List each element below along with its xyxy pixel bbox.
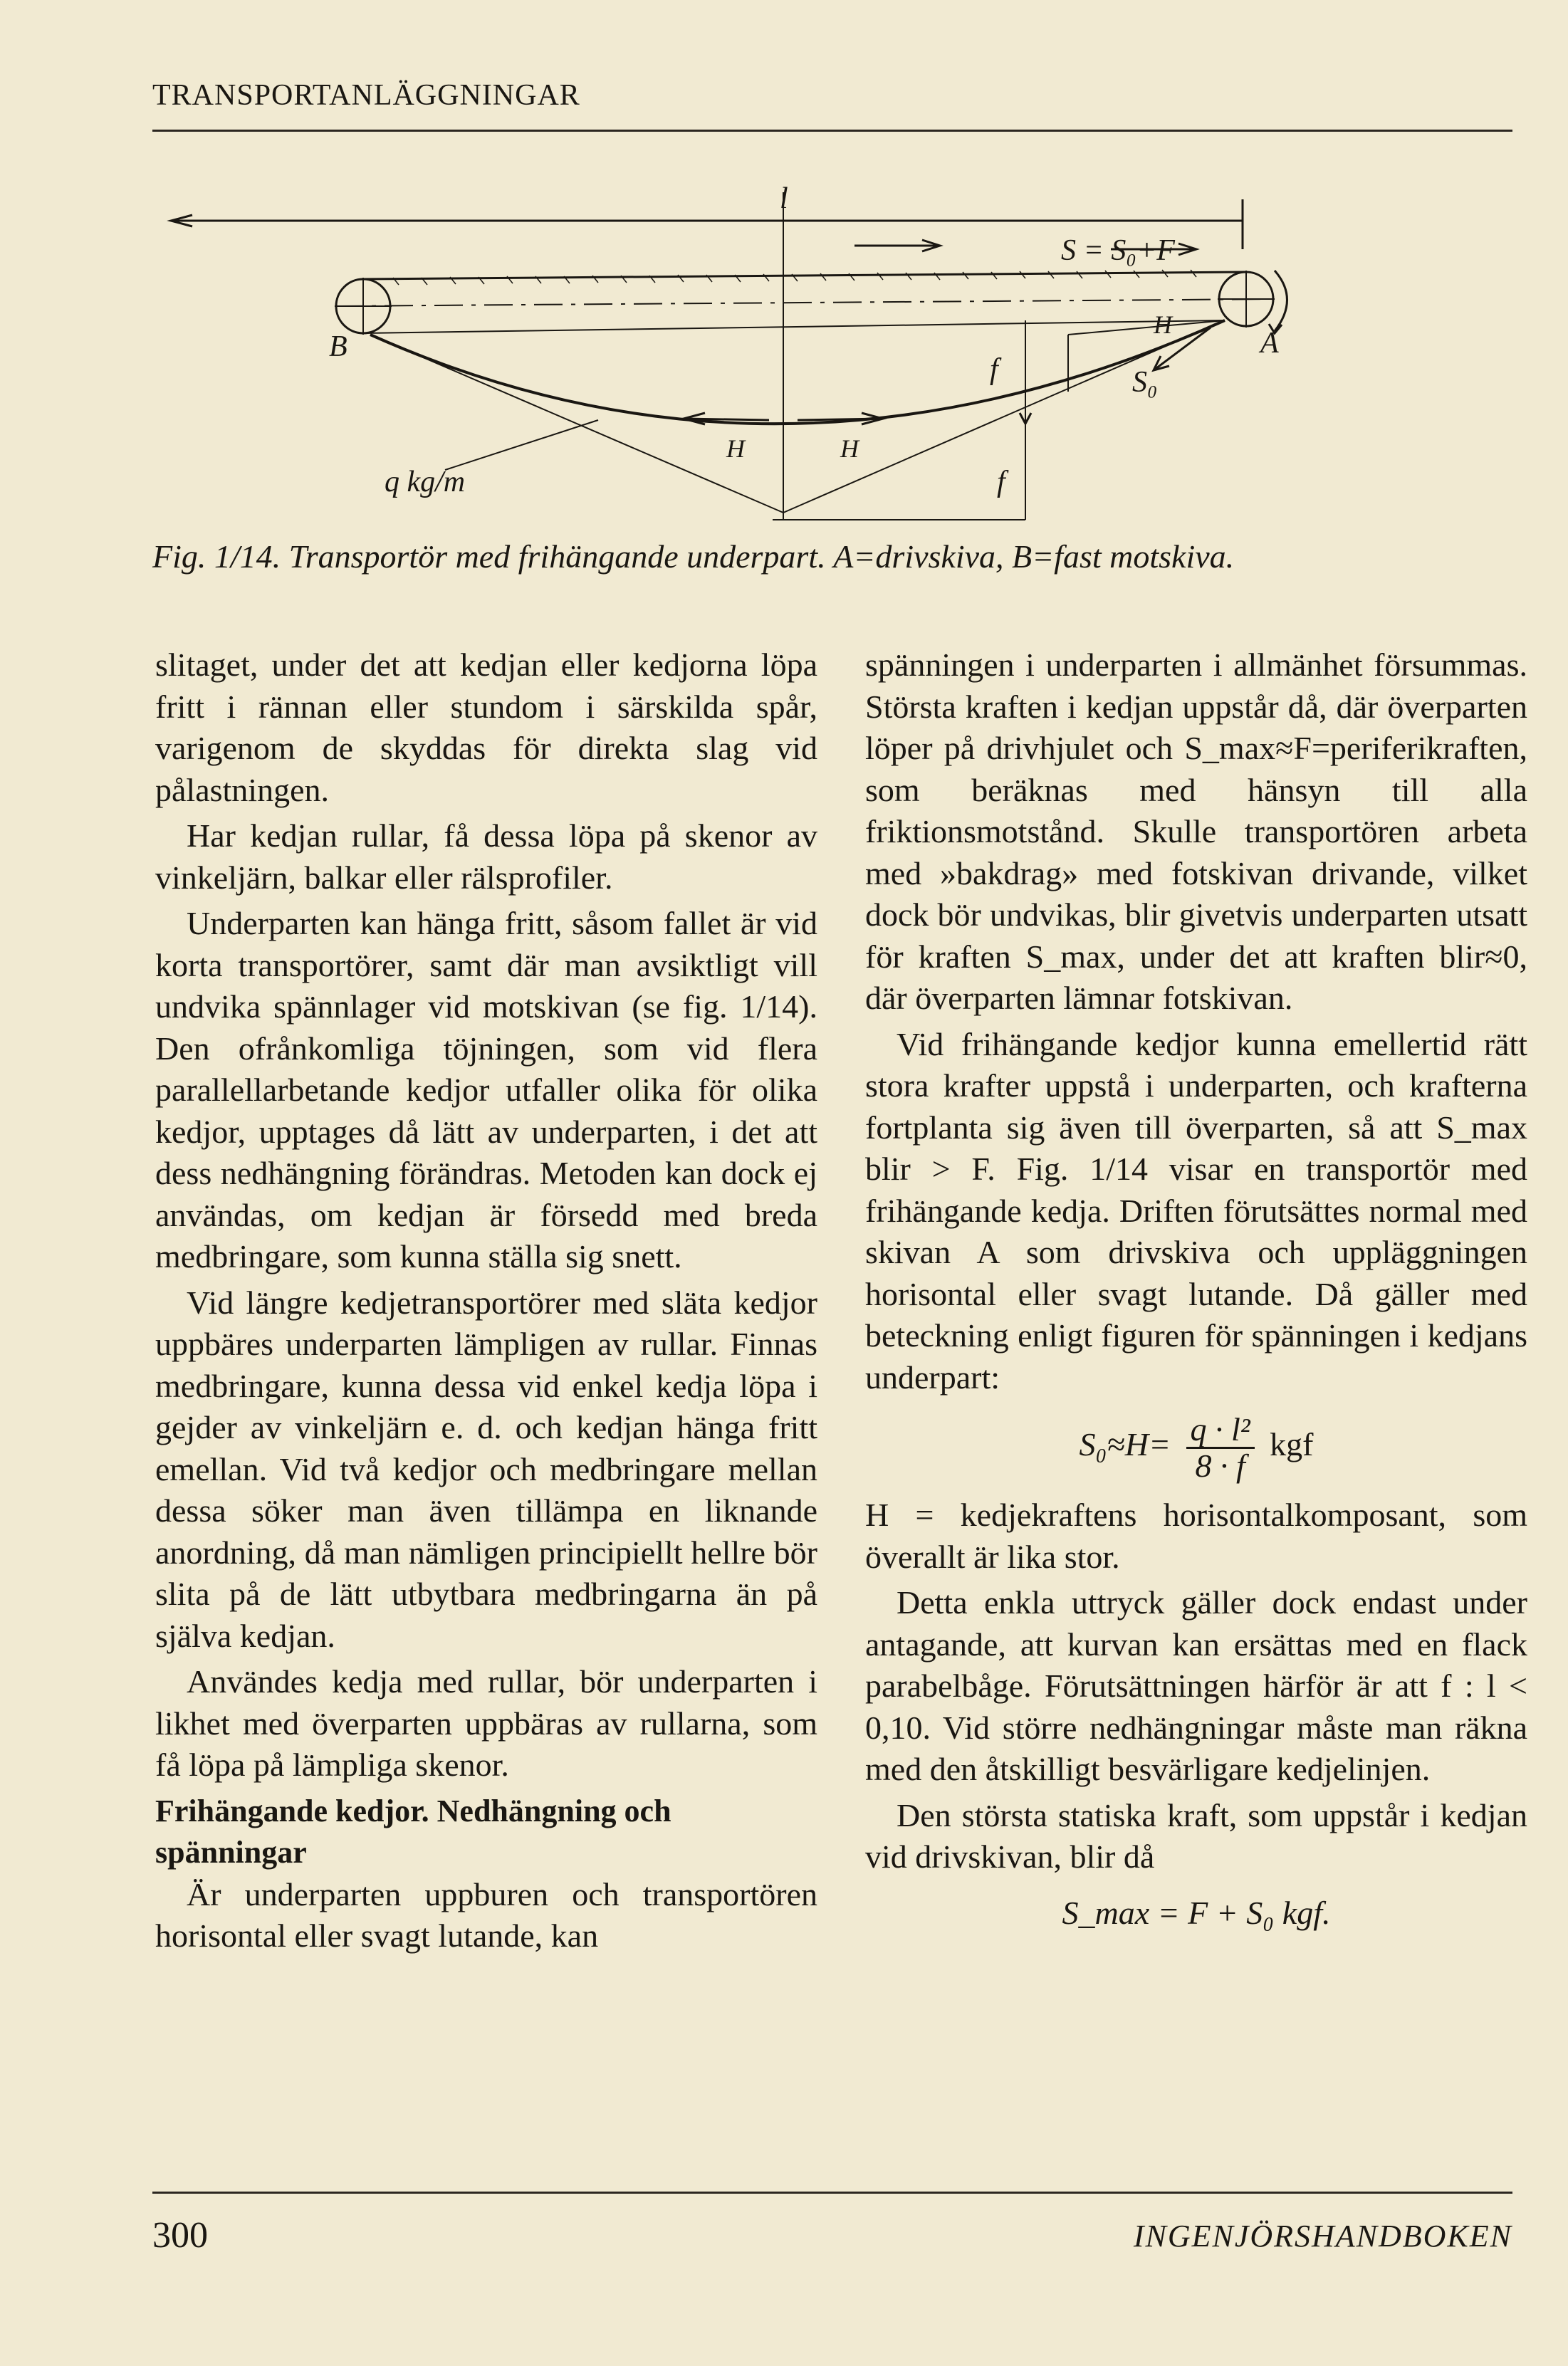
header-rule: [152, 130, 1512, 132]
label-s0: S₀: [1132, 366, 1158, 399]
label-q: q kg/m: [385, 466, 466, 498]
formula-unit: kgf: [1270, 1426, 1314, 1463]
formula-lhs: S₀≈H=: [1079, 1426, 1171, 1463]
drive-arrow: [1275, 271, 1287, 331]
formula-numerator: q · l²: [1186, 1413, 1255, 1449]
label-l: l: [780, 182, 788, 215]
conveyor-diagram: [142, 178, 1510, 548]
running-title: TRANSPORTANLÄGGNINGAR: [152, 79, 580, 112]
footer-rule: [152, 2192, 1512, 2194]
formula-fraction: [1186, 1413, 1255, 1483]
paragraph: Den största statiska kraft, som uppstår i kedjan vid drivskivan, blir då: [865, 1796, 1527, 1875]
lower-strand: [370, 320, 1225, 424]
right-column: [865, 644, 1527, 1945]
formula-denominator: 8 · f: [1195, 1448, 1245, 1484]
paragraph: Har kedjan rullar, få dessa löpa på skenor av vinkeljärn, balkar eller rälsprofiler.: [155, 817, 817, 896]
label-h-top: H: [1154, 310, 1172, 339]
paragraph: H = kedjekraftens horisontalkomposant, som överallt är lika stor.: [865, 1497, 1527, 1575]
page-number: 300: [152, 2215, 208, 2256]
label-h-left: H: [726, 434, 745, 463]
label-s-eq: S = S₀+F: [1061, 234, 1175, 267]
book-title: INGENJÖRSHANDBOKEN: [1133, 2219, 1512, 2254]
center-axis: [335, 299, 1275, 306]
paragraph: Är underparten uppburen och transportören horisontal eller svagt lutande, kan: [155, 1875, 817, 1954]
paragraph: Vid längre kedjetransportörer med släta kedjor uppbäres underparten lämpligen av rullar. Finnas medbringare, kunna dessa vid enkel kedja löpa i gejder av vinkeljärn e. d. och kedjan hänga fritt emellan. Vid två kedjor och medbringare mellan dessa söker man även tillämpa en liknande anordning, då man nämligen principiellt hellre bör slita på de lätt utbytbara medbringarna än på själva kedjan.: [155, 1284, 817, 1654]
paragraph: spänningen i underparten i allmänhet försummas. Största kraften i kedjan uppstår då, där överparten löper på drivhjulet och S_max≈F=periferikraften, som beräknas med hänsyn till alla friktionsmotstånd. Skulle transportören arbeta med »bakdrag» med fotskivan drivande, vilket dock bör undvikas, blir givetvis underparten utsatt för kraften S_max, under det att kraften blir≈0, där överparten lämnar fotskivan.: [865, 647, 1527, 1016]
label-a: A: [1260, 327, 1279, 360]
paragraph: Vid frihängande kedjor kunna emellertid rätt stora krafter uppstå i underparten, och krafterna fortplanta sig även till överparten, så att S_max blir > F. Fig. 1/14 visar en transportör med frihängande kedja. Driften förutsättes normal med skivan A som drivskiva och uppläggningen horisontal eller svagt lutande. Då gäller med beteckning enligt figuren för spänningen i kedjans underpart:: [865, 1025, 1527, 1396]
label-f1: f: [990, 353, 998, 386]
paragraph: Användes kedja med rullar, bör underparten i likhet med överparten uppbäras av rullarna, som få löpa på lämpliga skenor.: [155, 1663, 817, 1783]
figure-caption: Fig. 1/14. Transportör med frihängande underpart. A=drivskiva, B=fast motskiva.: [152, 538, 1235, 575]
formula-sag-tension: [865, 1413, 1527, 1483]
paragraph: Detta enkla uttryck gäller dock endast under antagande, att kurvan kan ersättas med en flack parabelbåge. Förutsättningen härför är att f : l < 0,10. Vid större nedhängningar måste man räkna med den åtskilligt besvärligare kedjelinjen.: [865, 1584, 1527, 1787]
left-column: [155, 644, 817, 1962]
label-b: B: [329, 330, 347, 363]
formula-max-force: S_max = F + S₀ kgf.: [1062, 1894, 1331, 1931]
upper-strand: [363, 272, 1246, 279]
paragraph: Underparten kan hänga fritt, såsom fallet är vid korta transportörer, samt där man avsiktligt vill undvika spännlager vid motskivan (se fig. 1/14). Den ofrånkomliga töjningen, som vid flera parallellarbetande kedjor utfaller olika för olika kedjor, upptages då lätt av underparten, i det att dess nedhängning förändras. Metoden kan dock ej användas, om kedjan är försedd med breda medbringare, som kunna ställa sig snett.: [155, 905, 817, 1274]
label-h-right: H: [840, 434, 859, 463]
label-f2: f: [997, 466, 1005, 498]
paragraph: slitaget, under det att kedjan eller kedjorna löpa fritt i rännan eller stundom i särskilda spår, varigenom de skyddas för direkta slag vid pålastningen.: [155, 647, 817, 808]
section-heading: Frihängande kedjor. Nedhängning och spänningar: [155, 1793, 671, 1870]
